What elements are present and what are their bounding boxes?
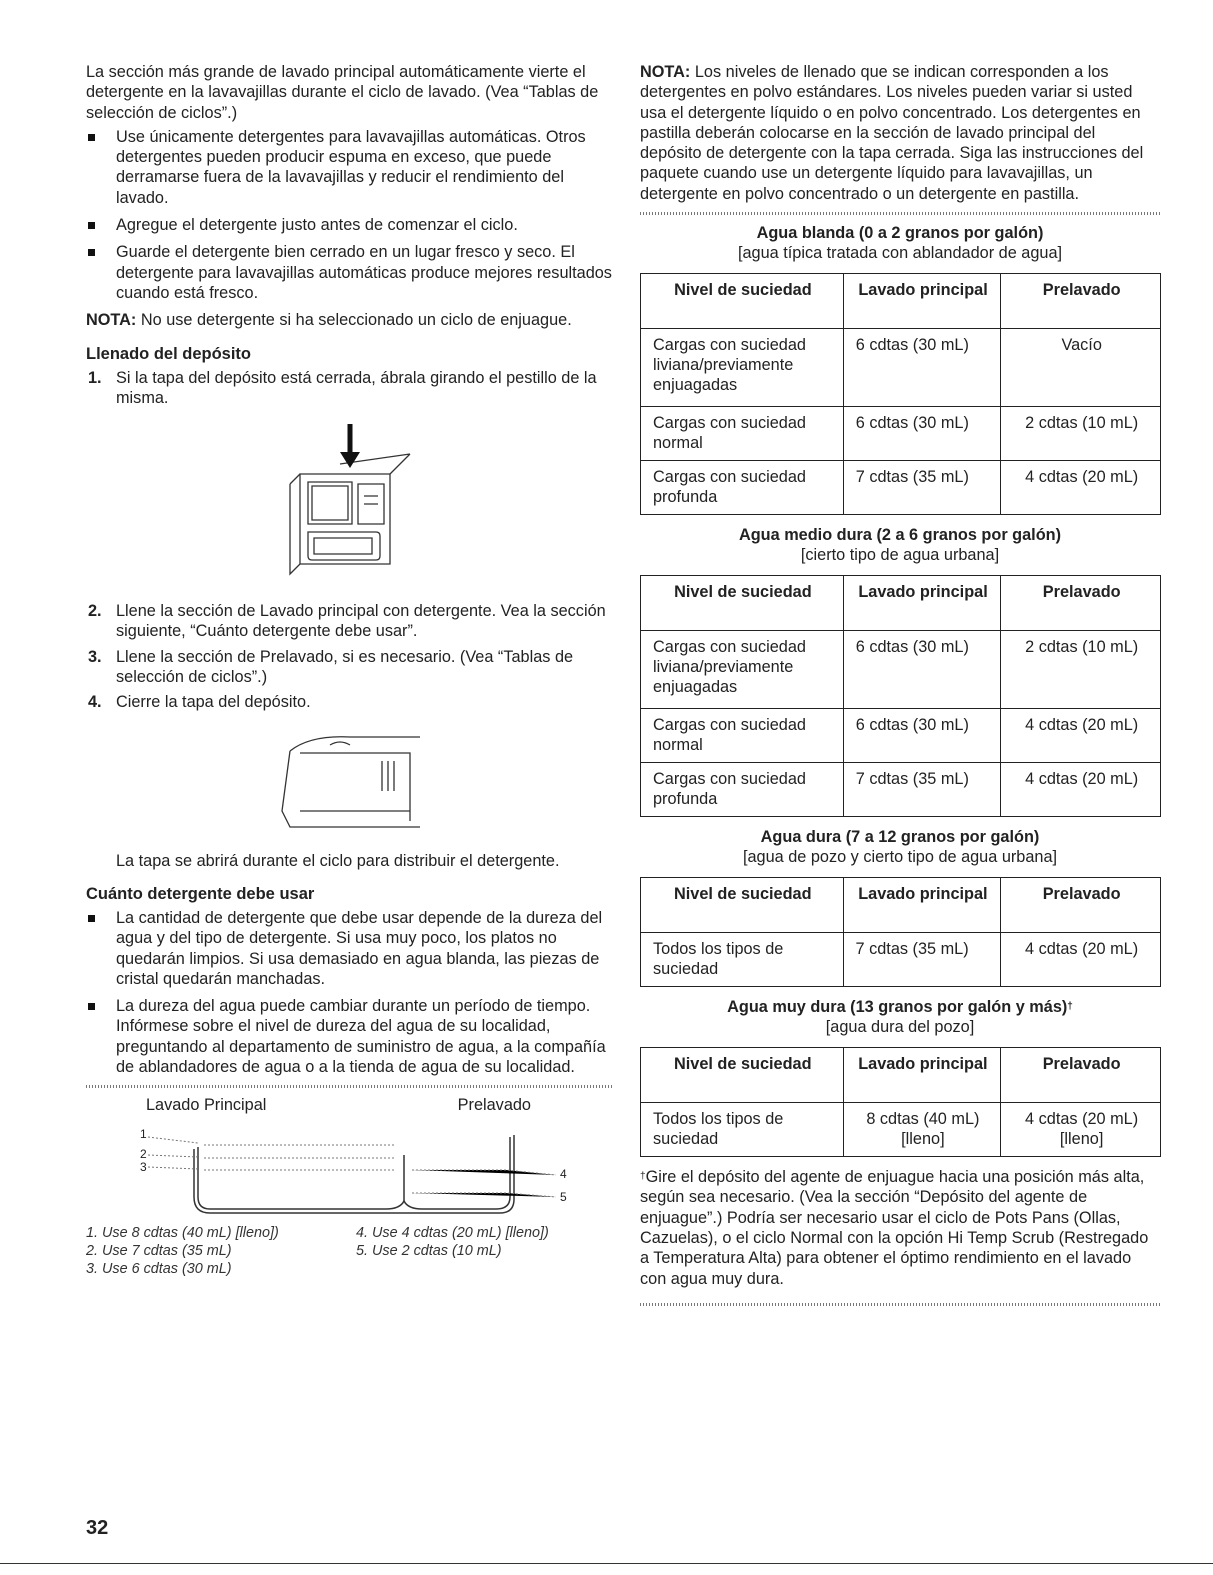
marker-1: 1 [140, 1127, 147, 1142]
cell-main: 8 cdtas (40 mL) [lleno] [843, 1103, 1001, 1157]
table-subtitle: [agua de pozo y cierto tipo de agua urbana] [742, 848, 1058, 867]
usage-bullet-list [86, 127, 614, 303]
cell-soil: Cargas con suciedad normal [641, 709, 844, 763]
lid-caption: La tapa se abrirá durante el ciclo para distribuir el detergente. [116, 851, 560, 870]
header-soil-level: Nivel de suciedad [641, 576, 844, 631]
cell-soil: Cargas con suciedad liviana/previamente enjuagadas [641, 329, 844, 407]
table-header-row [641, 878, 1161, 933]
table-title-very-hard-water [640, 997, 1160, 1017]
header-soil-level: Nivel de suciedad [641, 1048, 844, 1103]
cell-pre: Vacío [1001, 329, 1161, 407]
amount-bullet-list [86, 908, 614, 1077]
step-text: Llene la sección de Lavado principal con detergente. Vea la sección siguiente, “Cuánto detergente debe usar”. [116, 602, 606, 641]
cell-main: 6 cdtas (30 mL) [843, 631, 1001, 709]
marker-5: 5 [560, 1190, 567, 1205]
footnote-body: Gire el depósito del agente de enjuague hacia una posición más alta, según sea necesario. (Vea la sección “Depósito del agente de enjuague”.) Podría ser necesario usar el ciclo de Pots Pans (Ollas, Cazuelas), o el ciclo Normal con la opción Hi Temp Scrub (Restregado a Temperatura Alta) para obtener el óptimo rendimiento en el lavado con agua muy dura. [640, 1168, 1149, 1288]
legend-item: 4. Use 4 cdtas (20 mL) [lleno]) [356, 1225, 549, 1242]
table-row [641, 407, 1161, 461]
step-item [86, 601, 614, 642]
note-label: NOTA: [86, 311, 137, 330]
cell-main: 7 cdtas (35 mL) [843, 933, 1001, 987]
dagger-mark: † [1067, 1001, 1073, 1013]
marker-4: 4 [560, 1167, 567, 1182]
note-text: Los niveles de llenado que se indican corresponden a los detergentes en polvo estándares. Los niveles pueden variar si usted usa el detergente líquido o en polvo concentrado. Los detergentes en pastilla deberán colocarse en la sección de lavado principal del depósito de detergente con la tapa cerrada. Siga las instrucciones del paquete cuando use un detergente líquido para lavavajillas, un detergente en polvo concentrado o un detergente en pastilla. [640, 63, 1144, 203]
heading-detergent-amount: Cuánto detergente debe usar [86, 884, 315, 903]
table-row [641, 461, 1161, 515]
cell-pre: 4 cdtas (20 mL) [1001, 709, 1161, 763]
dispenser-closed-drawing [270, 731, 430, 841]
legend-main-wash [86, 1224, 356, 1278]
dispenser-open-drawing [280, 424, 420, 589]
table-row [641, 1103, 1161, 1157]
list-item: Agregue el detergente justo antes de comenzar el ciclo. [86, 215, 614, 235]
step-text: Cierre la tapa del depósito. [116, 693, 311, 712]
legend-item: 2. Use 7 cdtas (35 mL) [86, 1243, 232, 1260]
table-row [641, 763, 1161, 817]
footnote-text [640, 1167, 1160, 1289]
list-item: La dureza del agua puede cambiar durante un período de tiempo. Infórmese sobre el nivel de dureza del agua de su localidad, preguntando al departamento de suministro de agua, a la compañía de ablandadores de agua o a la tienda de agua de su localidad. [86, 996, 614, 1077]
very-hard-water-table [640, 1047, 1161, 1157]
table-header-row [641, 274, 1161, 329]
cell-soil: Cargas con suciedad profunda [641, 763, 844, 817]
fill-level-drawing [86, 1115, 566, 1220]
table-subtitle: [cierto tipo de agua urbana] [800, 546, 1000, 565]
cell-main: 6 cdtas (30 mL) [843, 709, 1001, 763]
header-main-wash: Lavado principal [843, 878, 1001, 933]
marker-2: 2 [140, 1147, 147, 1162]
cell-pre: 4 cdtas (20 mL) [1001, 763, 1161, 817]
table-title-hard-water: Agua dura (7 a 12 granos por galón) [760, 828, 1040, 847]
cell-soil: Cargas con suciedad normal [641, 407, 844, 461]
table-row [641, 709, 1161, 763]
cell-soil: Cargas con suciedad profunda [641, 461, 844, 515]
legend-item: 3. Use 6 cdtas (30 mL) [86, 1261, 232, 1278]
step-item [86, 368, 614, 409]
dotted-divider [640, 212, 1160, 215]
step-number: 3. [88, 647, 102, 666]
fill-level-diagram [86, 1115, 566, 1220]
table-subtitle: [agua típica tratada con ablandador de agua] [737, 244, 1063, 263]
step-text: Si la tapa del depósito está cerrada, ábrala girando el pestillo de la misma. [116, 368, 597, 407]
dotted-divider [86, 1085, 614, 1088]
dispenser-closed-illustration [270, 731, 430, 841]
step-item [86, 647, 614, 688]
page-number: 32 [86, 1517, 109, 1539]
dotted-divider [640, 1303, 1160, 1306]
cell-pre: 4 cdtas (20 mL) [lleno] [1001, 1103, 1161, 1157]
list-item: La cantidad de detergente que debe usar depende de la dureza del agua y del tipo de detergente. Si usa muy poco, los platos no quedarán limpios. Si usa demasiado en agua blanda, las piezas de cristal quedarán manchadas. [86, 908, 614, 989]
list-item: Use únicamente detergentes para lavavajillas automáticas. Otros detergentes pueden producir espuma en exceso, que puede derramarse fuera de la lavavajillas y reducir el rendimiento del lavado. [86, 127, 614, 208]
heading-fill-dispenser: Llenado del depósito [86, 344, 252, 363]
table-subtitle: [agua dura del pozo] [825, 1018, 975, 1037]
table-title-soft-water: Agua blanda (0 a 2 granos por galón) [756, 224, 1044, 243]
legend-item: 5. Use 2 cdtas (10 mL) [356, 1243, 502, 1260]
step-number: 1. [88, 368, 102, 387]
cell-pre: 2 cdtas (10 mL) [1001, 407, 1161, 461]
step-number: 2. [88, 602, 102, 621]
cell-main: 7 cdtas (35 mL) [843, 461, 1001, 515]
right-column [640, 62, 1160, 1314]
intro-paragraph: La sección más grande de lavado principal automáticamente vierte el detergente en la lavavajillas durante el ciclo de lavado. (Vea “Tablas de selección de ciclos”.) [86, 63, 599, 122]
header-main-wash: Lavado principal [843, 1048, 1001, 1103]
table-row [641, 631, 1161, 709]
levels-note [640, 62, 1160, 204]
header-prewash: Prelavado [1001, 1048, 1161, 1103]
header-prewash: Prelavado [1001, 576, 1161, 631]
table-row [641, 933, 1161, 987]
legend-prewash [356, 1224, 549, 1278]
header-soil-level: Nivel de suciedad [641, 274, 844, 329]
header-main-wash: Lavado principal [843, 274, 1001, 329]
steps-list [86, 368, 614, 409]
bottom-rule [0, 1563, 1213, 1564]
header-soil-level: Nivel de suciedad [641, 878, 844, 933]
cell-main: 6 cdtas (30 mL) [843, 329, 1001, 407]
header-prewash: Prelavado [1001, 878, 1161, 933]
cell-main: 6 cdtas (30 mL) [843, 407, 1001, 461]
rinse-note [86, 310, 614, 330]
cell-pre: 2 cdtas (10 mL) [1001, 631, 1161, 709]
legend-item: 1. Use 8 cdtas (40 mL) [lleno]) [86, 1225, 279, 1242]
medium-hard-water-table [640, 575, 1161, 817]
step-item [86, 692, 614, 712]
label-main-wash: Lavado Principal [146, 1096, 267, 1115]
cell-main: 7 cdtas (35 mL) [843, 763, 1001, 817]
header-main-wash: Lavado principal [843, 576, 1001, 631]
step-number: 4. [88, 693, 102, 712]
header-prewash: Prelavado [1001, 274, 1161, 329]
list-item: Guarde el detergente bien cerrado en un lugar fresco y seco. El detergente para lavavajillas automáticas produce mejores resultados cuando está fresco. [86, 242, 614, 303]
table-title-medium-hard-water: Agua medio dura (2 a 6 granos por galón) [738, 526, 1062, 545]
fill-diagram-labels [146, 1096, 531, 1115]
marker-3: 3 [140, 1160, 147, 1175]
left-column [86, 62, 614, 1278]
title-text: Agua muy dura (13 granos por galón y más) [727, 998, 1068, 1017]
table-header-row [641, 1048, 1161, 1103]
footnote [640, 1167, 1160, 1289]
note-text: No use detergente si ha seleccionado un ciclo de enjuague. [136, 311, 572, 330]
fill-legend [86, 1224, 614, 1278]
table-row [641, 329, 1161, 407]
cell-soil: Cargas con suciedad liviana/previamente enjuagadas [641, 631, 844, 709]
step-text: Llene la sección de Prelavado, si es necesario. (Vea “Tablas de selección de ciclos”.) [116, 647, 574, 687]
soft-water-table [640, 273, 1161, 515]
cell-soil: Todos los tipos de suciedad [641, 933, 844, 987]
label-prewash: Prelavado [457, 1096, 531, 1115]
table-header-row [641, 576, 1161, 631]
cell-pre: 4 cdtas (20 mL) [1001, 933, 1161, 987]
hard-water-table [640, 877, 1161, 987]
note-label: NOTA: [640, 63, 691, 81]
cell-pre: 4 cdtas (20 mL) [1001, 461, 1161, 515]
dispenser-open-illustration [280, 424, 420, 589]
cell-soil: Todos los tipos de suciedad [641, 1103, 844, 1157]
steps-list-continued [86, 601, 614, 712]
dagger-mark: † [640, 1171, 646, 1183]
